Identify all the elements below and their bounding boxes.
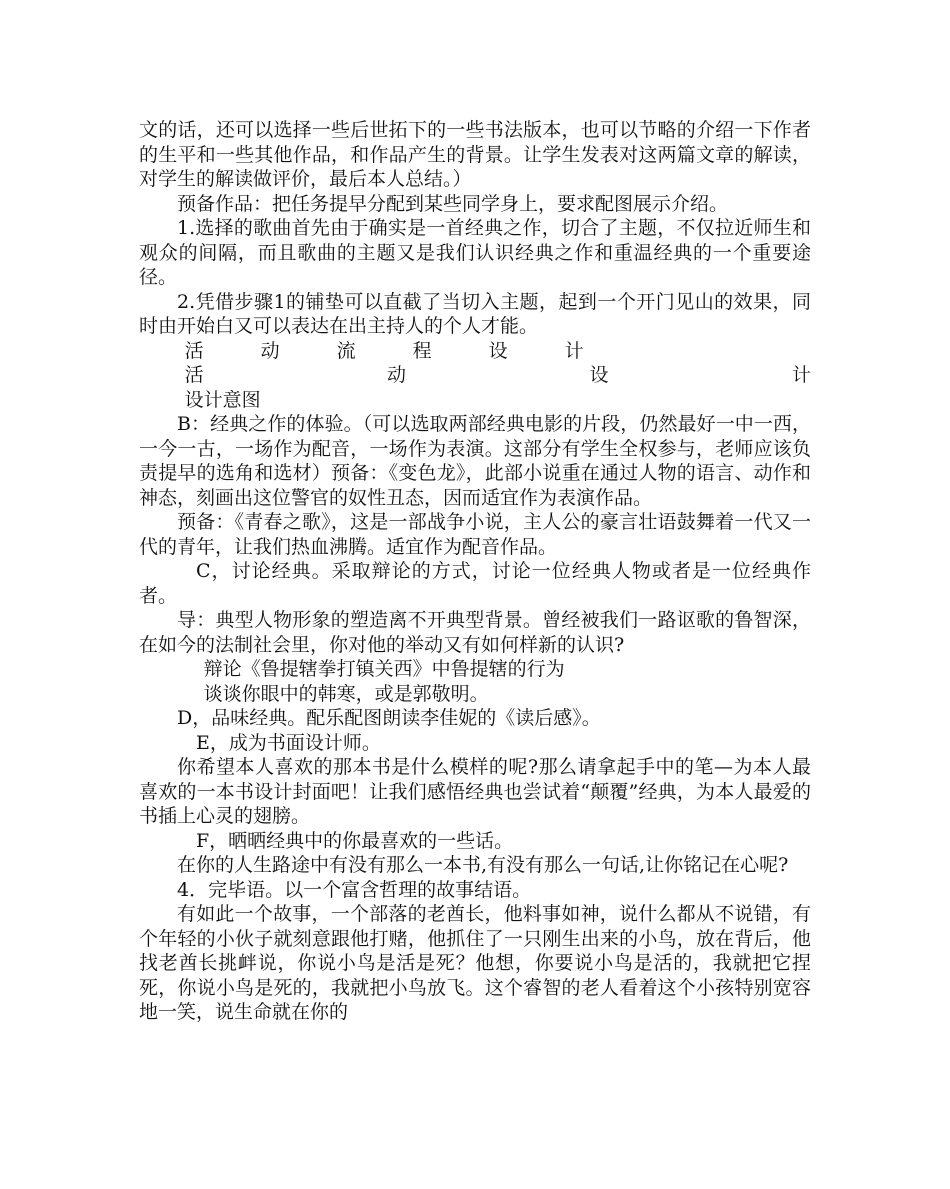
heading-char: 计 (564, 339, 584, 362)
paragraph: C，讨论经典。采取辩论的方式，讨论一位经典人物或者是一位经典作者。 (139, 560, 811, 607)
paragraph: B：经典之作的体验。（可以选取两部经典电影的片段，仍然最好一中一西，一今一古，一场作为配音，一场作为表演。这部分有学生全权参与，老师应该负责提早的选角和选材）预备：《变色龙》，此部小说重在通过人物的语言、动作和神态，刻画出这位警官的奴性丑态，因而适宜作为表演作品。 (139, 413, 811, 509)
paragraph: 4．完毕语。以一个富含哲理的故事结语。 (177, 878, 532, 901)
activity-flow-heading (139, 339, 811, 364)
paragraph: 预备：《青春之歌》，这是一部战争小说，主人公的豪言壮语鼓舞着一代又一代的青年，让我们热血沸腾。适宜作为配音作品。 (139, 511, 811, 558)
paragraph: D，品味经典。配乐配图朗读李佳妮的《读后感》。 (177, 707, 601, 729)
heading-char: 活 (184, 364, 204, 386)
paragraph: 你希望本人喜欢的那本书是什么模样的呢?那么请拿起手中的笔—为本人最喜欢的一本书设计封面吧！让我们感悟经典也尝试着“颠覆”经典，为本人最爱的书插上心灵的翅膀。 (139, 756, 811, 827)
paragraph: 2.凭借步骤1的铺垫可以直截了当切入主题，起到一个开门见山的效果，同时由开始白又可以表达在出主持人的个人才能。 (139, 290, 811, 337)
paragraph: 在你的人生路途中有没有那么一本书,有没有那么一句话,让你铭记在心呢? (177, 854, 789, 876)
heading-char: 程 (412, 339, 432, 362)
paragraph: E，成为书面设计师。 (196, 731, 381, 754)
document-page (139, 118, 811, 1025)
design-intent-heading: 设计意图 (184, 388, 261, 411)
paragraph: 谈谈你眼中的韩寒，或是郭敬明。 (203, 682, 489, 705)
paragraph: F，晒晒经典中的你最喜欢的一些话。 (196, 829, 514, 852)
paragraph: 有如此一个故事，一个部落的老酋长，他料事如神，说什么都从不说错，有个年轻的小伙子就刻意跟他打赌，他抓住了一只刚生出来的小鸟，放在背后，他找老酋长挑衅说，你说小鸟是活是死？他想，你要说小鸟是活的，我就把它捏死，你说小鸟是死的，我就把小鸟放飞。这个睿智的老人看着这个小孩特别宽容地一笑，说生命就在你的 (139, 903, 811, 1023)
heading-char: 活 (184, 339, 204, 362)
paragraph: 预备作品：把任务提早分配到某些同学身上，要求配图展示介绍。 (177, 192, 729, 215)
heading-char: 动 (387, 364, 407, 386)
paragraph: 文的话，还可以选择一些后世拓下的一些书法版本，也可以节略的介绍一下作者的生平和一些其他作品，和作品产生的背景。让学生发表对这两篇文章的解读，对学生的解读做评价，最后本人总结。） (139, 119, 811, 190)
heading-char: 计 (791, 364, 811, 386)
paragraph: 导：典型人物形象的塑造离不开典型背景。曾经被我们一路讴歌的鲁智深，在如今的法制社会里，你对他的举动又有如何样新的认识? (139, 609, 811, 656)
heading-char: 动 (260, 339, 280, 362)
heading-char: 设 (589, 364, 609, 386)
heading-char: 流 (336, 339, 356, 362)
paragraph: 辩论《鲁提辖拳打镇关西》中鲁提辖的行为 (203, 658, 565, 680)
heading-char: 设 (488, 339, 508, 362)
activity-design-heading (139, 363, 811, 388)
paragraph: 1.选择的歌曲首先由于确实是一首经典之作，切合了主题，不仅拉近师生和观众的间隔，而且歌曲的主题又是我们认识经典之作和重温经典的一个重要途径。 (139, 217, 811, 288)
